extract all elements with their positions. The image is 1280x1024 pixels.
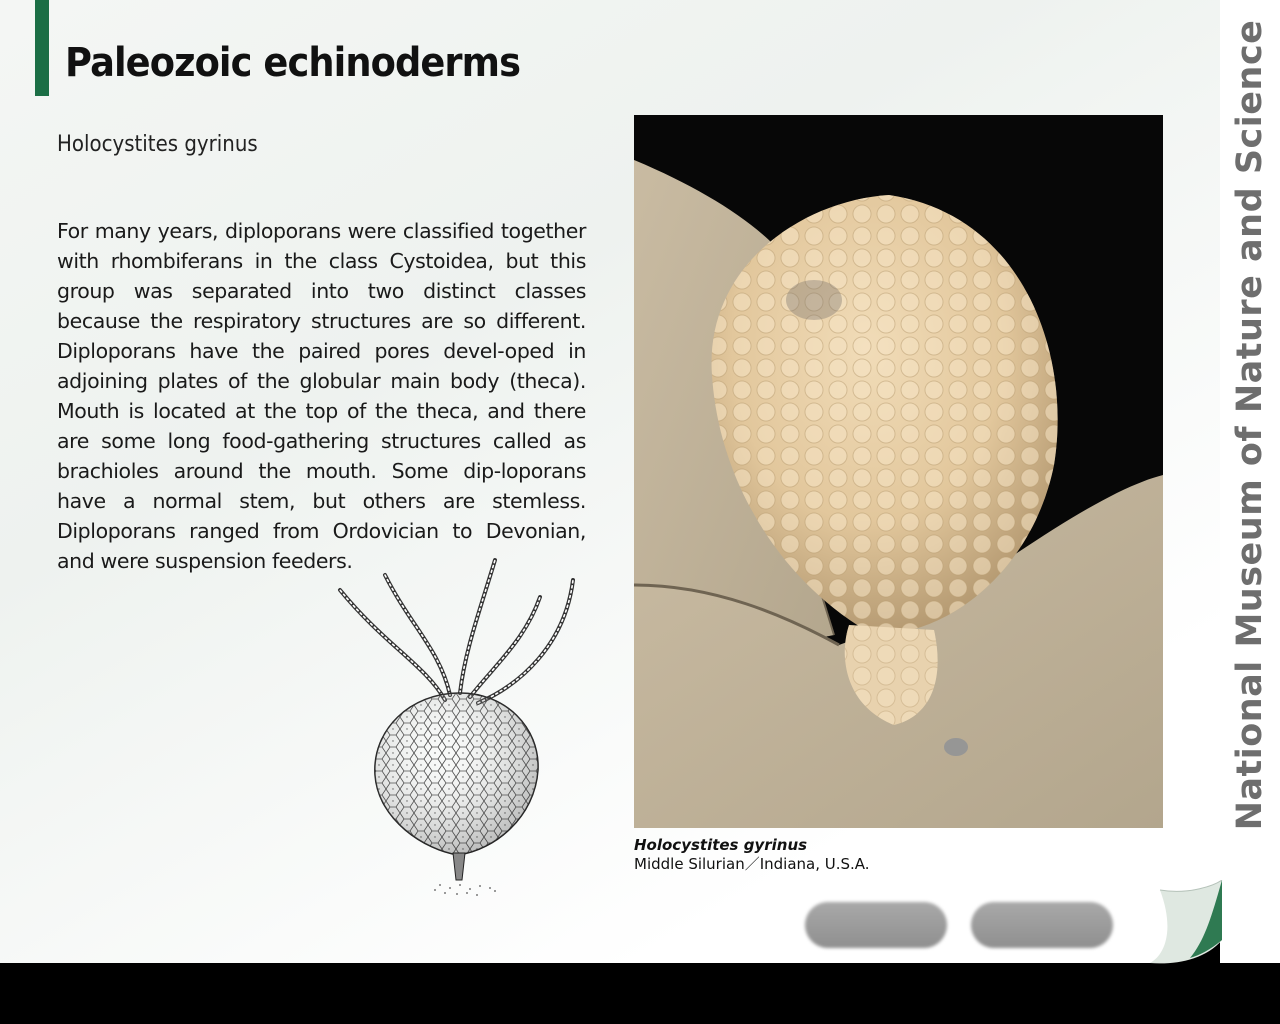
title-accent-bar	[35, 0, 49, 96]
description-text: For many years, diploporans were classified together with rhombiferans in the class Cystoidea, but this group was separated into two distinct classes because the respiratory structures are so different. Diploporans have the paired pores devel-oped in adjoining plates of the globular main body (theca). Mouth is located at the top of the theca, and there are some long food-gathering structures called as brachioles around the mouth. Some dip-loporans have a normal stem, but others are stemless. Diploporans ranged from Ordovician to Devonian, and were suspension feeders.	[57, 219, 586, 573]
side-banner-text: National Museum of Nature and Science	[1230, 19, 1270, 831]
species-subtitle: Holocystites gyrinus	[57, 132, 258, 157]
photo-caption	[634, 836, 870, 874]
diploporan-illustration	[330, 555, 590, 905]
fossil-photo	[634, 115, 1163, 828]
caption-species: Holocystites gyrinus	[634, 836, 808, 854]
caption-details: Middle Silurian／Indiana, U.S.A.	[634, 855, 870, 873]
next-button[interactable]	[971, 902, 1113, 948]
page-curl-icon[interactable]	[1150, 880, 1230, 965]
page-title: Paleozoic echinoderms	[65, 40, 521, 86]
previous-button[interactable]	[805, 902, 947, 948]
